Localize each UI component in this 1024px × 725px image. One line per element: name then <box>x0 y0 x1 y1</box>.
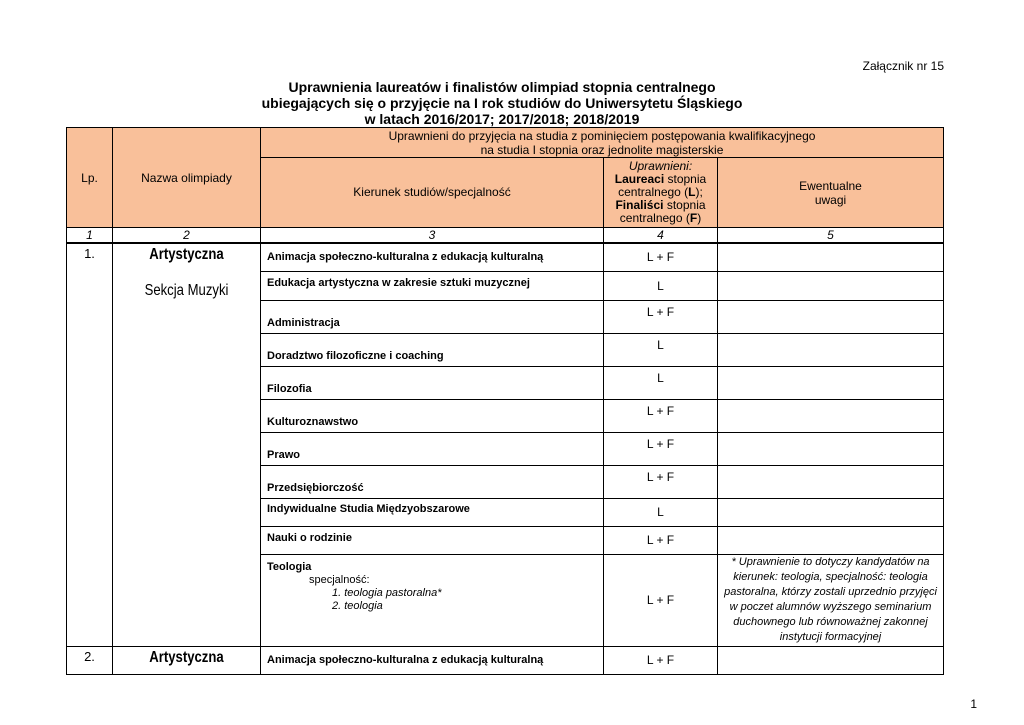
page-number: 1 <box>970 697 977 711</box>
header-laureates-rest: stopnia <box>664 172 707 186</box>
right-cell: L <box>604 333 718 366</box>
course-cell: Filozofia <box>261 366 604 399</box>
theology-course: Teologia <box>267 560 312 573</box>
course-cell: Administracja <box>261 300 604 333</box>
remark-cell <box>718 271 944 300</box>
remark-cell <box>718 366 944 399</box>
header-group-line-2: na studia I stopnia oraz jednolite magisterskie <box>480 142 724 157</box>
header-remarks <box>718 158 944 228</box>
header-finalists-bold: Finaliści <box>615 198 664 212</box>
title-line-3: w latach 2016/2017; 2017/2018; 2018/2019 <box>364 111 640 127</box>
header-lp: Lp. <box>67 128 113 228</box>
entry-1-section: Sekcja Muzyki <box>144 282 229 299</box>
right-cell: L + F <box>604 526 718 554</box>
header-central-l-pre: centralnego ( <box>618 185 689 199</box>
remark-cell <box>718 646 944 674</box>
table-row <box>67 243 944 271</box>
right-cell: L + F <box>604 399 718 432</box>
header-central-f-pre: centralnego ( <box>619 211 690 225</box>
column-number-row <box>67 228 944 244</box>
course-cell: Edukacja artystyczna w zakresie sztuki muzycznej <box>261 271 604 300</box>
annex-label: Załącznik nr 15 <box>862 59 944 73</box>
column-number-5: 5 <box>718 228 944 244</box>
header-central-f-post: ) <box>697 211 702 225</box>
right-cell: L + F <box>604 432 718 465</box>
right-cell: L + F <box>604 646 718 674</box>
title-line-1: Uprawnienia laureatów i finalistów olimpiad stopnia centralnego <box>288 79 716 95</box>
header-central-l-post: ); <box>695 185 703 199</box>
olympiad-table <box>66 127 944 675</box>
course-cell: Kulturoznawstwo <box>261 399 604 432</box>
right-cell: L + F <box>604 300 718 333</box>
remark-cell <box>718 243 944 271</box>
entry-2-olympiad <box>113 646 261 674</box>
header-remarks-line-1: Ewentualne <box>799 178 862 193</box>
header-finalists-rest: stopnia <box>663 198 706 212</box>
header-central-l-code: L <box>688 185 696 199</box>
right-cell: L <box>604 271 718 300</box>
remark-cell <box>718 432 944 465</box>
remark-cell <box>718 399 944 432</box>
header-central-f <box>604 212 717 225</box>
header-central-f-code: F <box>689 211 698 225</box>
entry-1-olympiad <box>113 243 261 646</box>
header-row-1 <box>67 128 944 158</box>
entry-2-lp: 2. <box>67 646 113 674</box>
course-cell: Animacja społeczno-kulturalna z edukacją kulturalną <box>261 243 604 271</box>
right-cell: L + F <box>604 243 718 271</box>
column-number-3: 3 <box>261 228 604 244</box>
title-line-2: ubiegających się o przyjęcie na I rok studiów do Uniwersytetu Śląskiego <box>261 95 743 111</box>
theology-spec-2: 2. teologia <box>332 599 383 612</box>
remark-cell <box>718 465 944 498</box>
table-row <box>67 646 944 674</box>
document-title <box>0 79 1004 127</box>
theology-remark: * Uprawnienie to dotyczy kandydatów na kierunek: teologia, specjalność: teologia pastoralna, którzy zostali uprzednio przyjęci w poczet alumnów wyższego seminarium duchownego lub równoważnej zakonnej instytucji formacyjnej <box>718 554 944 646</box>
header-field-of-study: Kierunek studiów/specjalność <box>261 158 604 228</box>
column-number-4: 4 <box>604 228 718 244</box>
theology-spec-label: specjalność: <box>309 573 370 586</box>
header-group-line-1: Uprawnieni do przyjęcia na studia z pominięciem postępowania kwalifikacyjnego <box>388 128 816 143</box>
header-laureates-bold: Laureaci <box>614 172 665 186</box>
entry-2-olympiad-name: Artystyczna <box>149 648 224 666</box>
header-olympiad-name: Nazwa olimpiady <box>113 128 261 228</box>
theology-spec-1: 1. teologia pastoralna* <box>332 586 442 599</box>
remark-cell <box>718 300 944 333</box>
header-group <box>261 128 944 158</box>
right-cell: L <box>604 498 718 526</box>
column-number-2: 2 <box>113 228 261 244</box>
course-cell: Indywidualne Studia Międzyobszarowe <box>261 498 604 526</box>
theology-course-cell <box>261 554 604 646</box>
right-cell: L + F <box>604 554 718 646</box>
remark-cell <box>718 498 944 526</box>
column-number-1: 1 <box>67 228 113 244</box>
course-cell: Przedsiębiorczość <box>261 465 604 498</box>
right-cell: L + F <box>604 465 718 498</box>
header-entitled <box>604 158 718 228</box>
course-cell: Prawo <box>261 432 604 465</box>
course-cell: Doradztwo filozoficzne i coaching <box>261 333 604 366</box>
remark-cell <box>718 526 944 554</box>
course-cell: Animacja społeczno-kulturalna z edukacją kulturalną <box>261 646 604 674</box>
header-entitled-label: Uprawnieni: <box>628 159 693 173</box>
remark-cell <box>718 333 944 366</box>
entry-1-lp: 1. <box>67 243 113 646</box>
course-cell: Nauki o rodzinie <box>261 526 604 554</box>
entry-1-olympiad-name: Artystyczna <box>149 246 224 263</box>
header-remarks-line-2: uwagi <box>814 192 847 207</box>
right-cell: L <box>604 366 718 399</box>
